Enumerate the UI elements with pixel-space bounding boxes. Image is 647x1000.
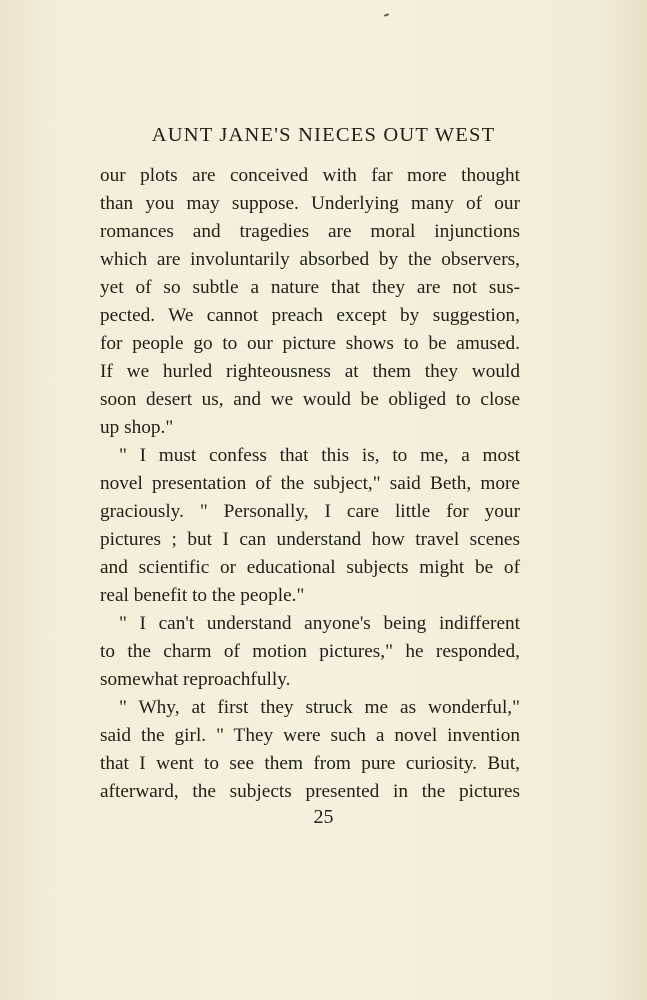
text-line: graciously. " Personally, I care little for your — [100, 501, 520, 522]
paper-speck — [384, 13, 389, 17]
text-line: to the charm of motion pictures," he responded, — [100, 641, 520, 662]
text-line: romances and tragedies are moral injunctions — [100, 221, 520, 242]
text-line: that I went to see them from pure curiosity. But, — [100, 753, 520, 774]
text-line: for people go to our picture shows to be amused. — [100, 333, 520, 354]
text-line: which are involuntarily absorbed by the observers, — [100, 249, 520, 270]
text-line: up shop." — [100, 417, 174, 438]
text-line: " I can't understand anyone's being indifferent — [119, 613, 520, 634]
text-line: real benefit to the people." — [100, 585, 305, 606]
text-line: novel presentation of the subject," said Beth, more — [100, 473, 520, 494]
text-line: somewhat reproachfully. — [100, 669, 291, 690]
text-line: yet of so subtle a nature that they are not sus- — [100, 277, 520, 298]
text-line: than you may suppose. Underlying many of our — [100, 193, 520, 214]
text-line: " I must confess that this is, to me, a most — [119, 445, 520, 466]
text-line: and scientific or educational subjects might be of — [100, 557, 520, 578]
text-line: our plots are conceived with far more thought — [100, 165, 520, 186]
page-number: 25 — [313, 806, 334, 828]
text-line: afterward, the subjects presented in the pictures — [100, 781, 520, 802]
text-line: " Why, at first they struck me as wonderful," — [119, 697, 520, 718]
text-line: pictures ; but I can understand how travel scenes — [100, 529, 520, 550]
running-head: AUNT JANE'S NIECES OUT WEST — [151, 124, 496, 146]
text-line: pected. We cannot preach except by suggestion, — [100, 305, 520, 326]
text-line: soon desert us, and we would be obliged to close — [100, 389, 520, 410]
text-line: If we hurled righteousness at them they would — [100, 361, 520, 382]
text-line: said the girl. " They were such a novel invention — [100, 725, 520, 746]
